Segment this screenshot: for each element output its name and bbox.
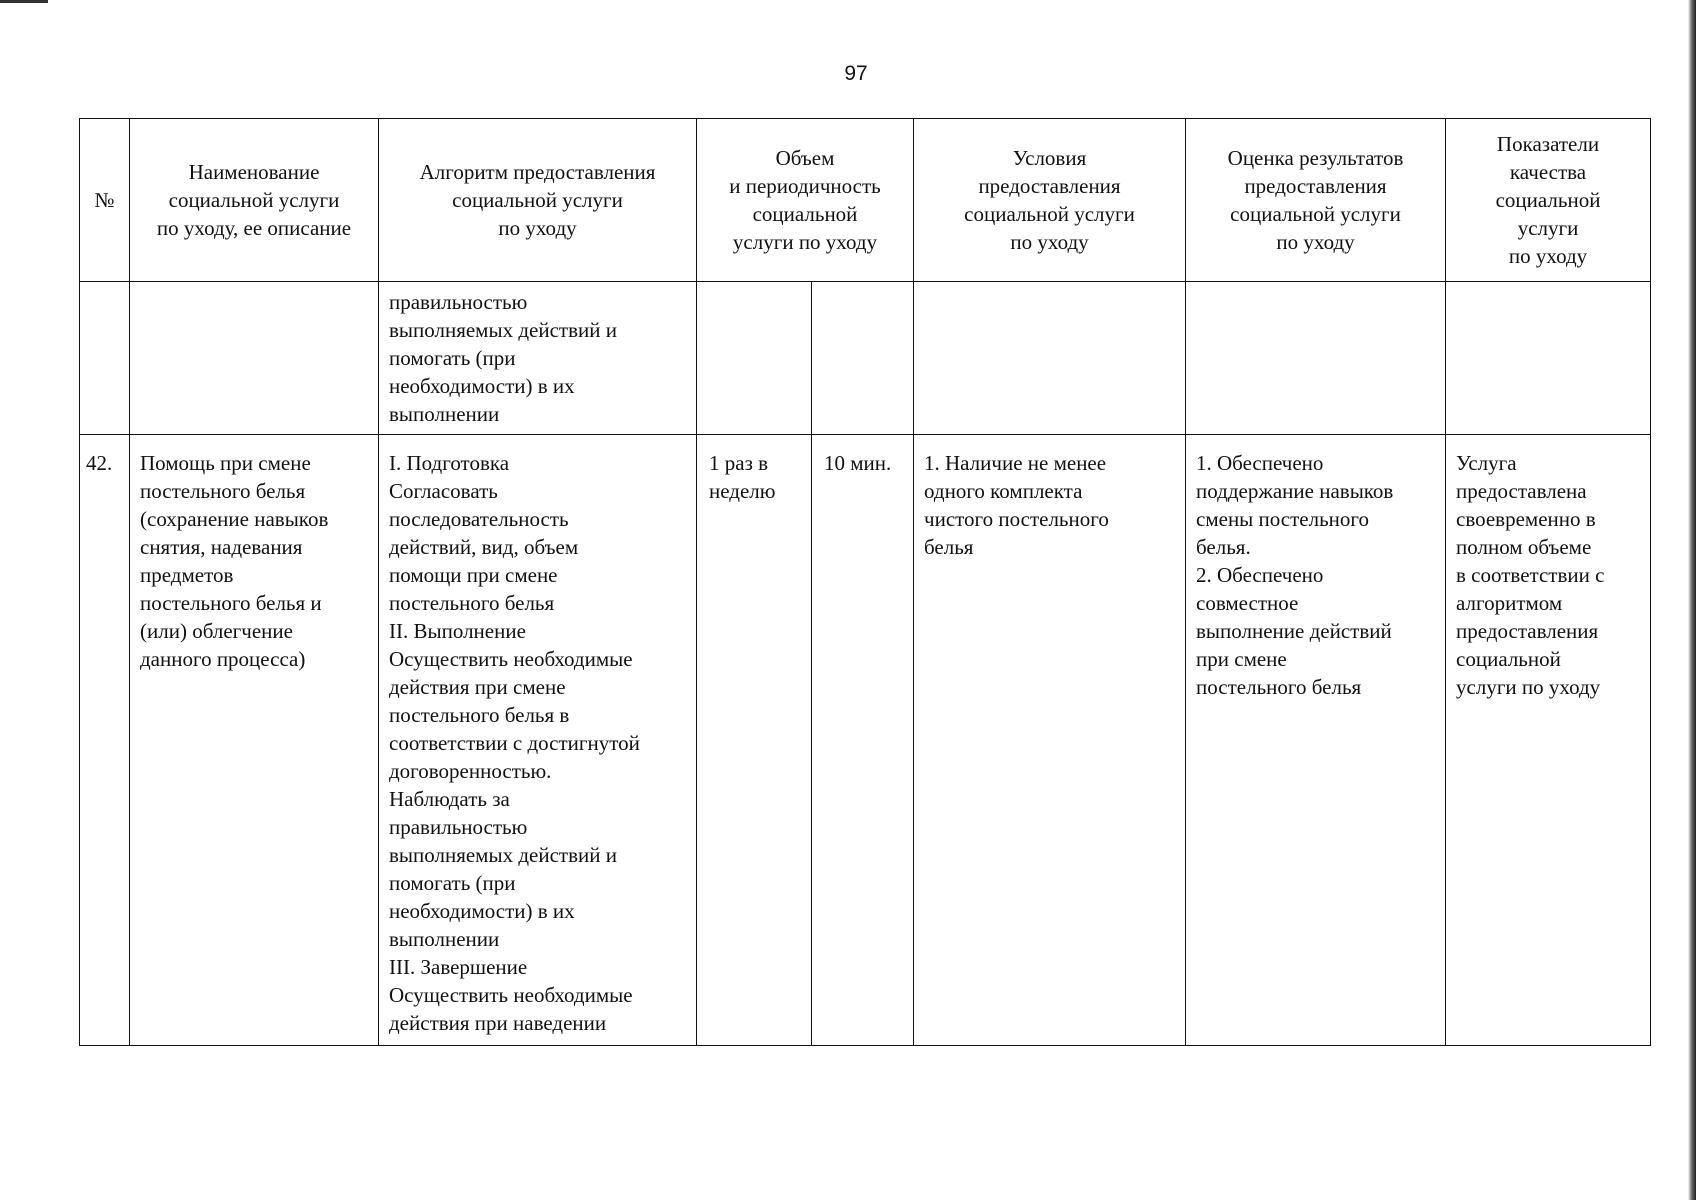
text-line: своевременно в <box>1456 507 1596 531</box>
text-line: выполняемых действий и <box>389 843 617 867</box>
text-line: 1 раз в <box>709 451 769 475</box>
text-line: (или) облегчение <box>140 619 293 643</box>
text-line: качества <box>1509 160 1587 184</box>
cell-results <box>1186 435 1446 1046</box>
text-line: действия при наведении <box>389 1011 607 1035</box>
text-line: Алгоритм предоставления <box>419 160 656 184</box>
text-line: 10 мин. <box>824 451 892 475</box>
text-line: поддержание навыков <box>1196 479 1394 503</box>
text-line: по уходу, ее описание <box>156 216 352 240</box>
header-volume-frequency <box>697 119 914 282</box>
text-line: социальной услуги <box>168 188 340 212</box>
text-line: социальной услуги <box>964 202 1135 226</box>
header-conditions <box>914 119 1186 282</box>
text-line: помощи при смене <box>389 563 558 587</box>
cell-quality <box>1446 282 1651 435</box>
scan-right-edge <box>1688 0 1696 1200</box>
text-line: предоставлена <box>1456 479 1587 503</box>
text-line: (сохранение навыков <box>140 507 329 531</box>
text-line: выполняемых действий и <box>389 318 617 342</box>
text-line: помогать (при <box>389 346 516 370</box>
text-line: совместное <box>1196 591 1299 615</box>
text-line: выполнении <box>389 402 500 426</box>
text-line: в соответствии с <box>1456 563 1605 587</box>
text-line: Осуществить необходимые <box>389 647 633 671</box>
header-number <box>80 119 130 282</box>
text-line: по уходу <box>1276 230 1355 254</box>
cell-service-name <box>130 282 379 435</box>
text-line: постельного белья <box>140 479 306 503</box>
text-line: постельного белья <box>389 591 555 615</box>
text-line: Наблюдать за <box>389 787 510 811</box>
cell-frequency <box>697 282 812 435</box>
cell-algorithm <box>379 282 697 435</box>
text-line: правильностью <box>389 815 528 839</box>
text-line: Помощь при смене <box>140 451 311 475</box>
text-line: социальной услуги <box>1230 202 1401 226</box>
table-header-row <box>80 119 1651 282</box>
cell-service-name <box>130 435 379 1046</box>
text-line: социальной <box>752 202 858 226</box>
text-line: договоренностью. <box>389 759 552 783</box>
text-line: данного процесса) <box>140 647 306 671</box>
text-line: предоставления <box>978 174 1121 198</box>
text-line: неделю <box>709 479 776 503</box>
cell-algorithm <box>379 435 697 1046</box>
text-line: и периодичность <box>729 174 881 198</box>
cell-time <box>812 435 914 1046</box>
text-line: Согласовать <box>389 479 498 503</box>
page-number: 97 <box>844 62 868 85</box>
services-table <box>79 118 1651 1046</box>
text-line: по уходу <box>498 216 577 240</box>
text-line: предметов <box>140 563 234 587</box>
header-quality-indicators <box>1446 119 1651 282</box>
text-line: постельного белья <box>1196 675 1362 699</box>
table-row-42 <box>80 435 1651 1046</box>
text-line: услуги по уходу <box>732 230 878 254</box>
text-line: алгоритмом <box>1456 591 1563 615</box>
text-line: Условия <box>1012 146 1087 170</box>
text-line: белья <box>924 535 974 559</box>
text-line: выполнении <box>389 927 500 951</box>
text-line: предоставления <box>1244 174 1387 198</box>
text-line: постельного белья в <box>389 703 570 727</box>
text-line: социальной услуги <box>452 188 623 212</box>
text-line: Услуга <box>1456 451 1517 475</box>
cell-number <box>80 282 130 435</box>
text-line: помогать (при <box>389 871 516 895</box>
text-line: предоставления <box>1456 619 1599 643</box>
text-line: при смене <box>1196 647 1287 671</box>
text-line: смены постельного <box>1196 507 1370 531</box>
text-line: № <box>94 188 115 212</box>
text-line: одного комплекта <box>924 479 1083 503</box>
cell-time <box>812 282 914 435</box>
text-line: чистого постельного <box>924 507 1109 531</box>
cell-quality <box>1446 435 1651 1046</box>
text-line: необходимости) в их <box>389 374 575 398</box>
text-line: социальной <box>1456 647 1561 671</box>
header-results-evaluation <box>1186 119 1446 282</box>
text-line: действий, вид, объем <box>389 535 579 559</box>
text-line: 1. Наличие не менее <box>924 451 1107 475</box>
text-line: 1. Обеспечено <box>1196 451 1324 475</box>
text-line: услуги по уходу <box>1456 675 1601 699</box>
text-line: I. Подготовка <box>389 451 510 475</box>
text-line: услуги <box>1517 216 1579 240</box>
text-line: белья. <box>1196 535 1251 559</box>
text-line: II. Выполнение <box>389 619 526 643</box>
text-line: последовательность <box>389 507 569 531</box>
text-line: выполнение действий <box>1196 619 1392 643</box>
table-row-continuation <box>80 282 1651 435</box>
text-line: Объем <box>775 146 835 170</box>
text-line: Наименование <box>188 160 320 184</box>
text-line: по уходу <box>1010 230 1089 254</box>
cell-conditions <box>914 282 1186 435</box>
text-line: правильностью <box>389 290 528 314</box>
cell-frequency <box>697 435 812 1046</box>
text-line: полном объеме <box>1456 535 1592 559</box>
cell-number: 42. <box>80 435 130 1046</box>
text-line: III. Завершение <box>389 955 528 979</box>
text-line: Показатели <box>1496 132 1600 156</box>
text-line: действия при смене <box>389 675 566 699</box>
text-line: по уходу <box>1508 244 1588 268</box>
text-line: Осуществить необходимые <box>389 983 633 1007</box>
text-line: Оценка результатов <box>1227 146 1404 170</box>
text-line: соответствии с достигнутой <box>389 731 640 755</box>
text-line: 2. Обеспечено <box>1196 563 1324 587</box>
cell-results <box>1186 282 1446 435</box>
header-algorithm <box>379 119 697 282</box>
scan-corner-mark <box>0 0 48 3</box>
text-line: снятия, надевания <box>140 535 303 559</box>
header-service-name <box>130 119 379 282</box>
cell-conditions <box>914 435 1186 1046</box>
text-line: социальной <box>1495 188 1601 212</box>
text-line: необходимости) в их <box>389 899 575 923</box>
text-line: постельного белья и <box>140 591 322 615</box>
